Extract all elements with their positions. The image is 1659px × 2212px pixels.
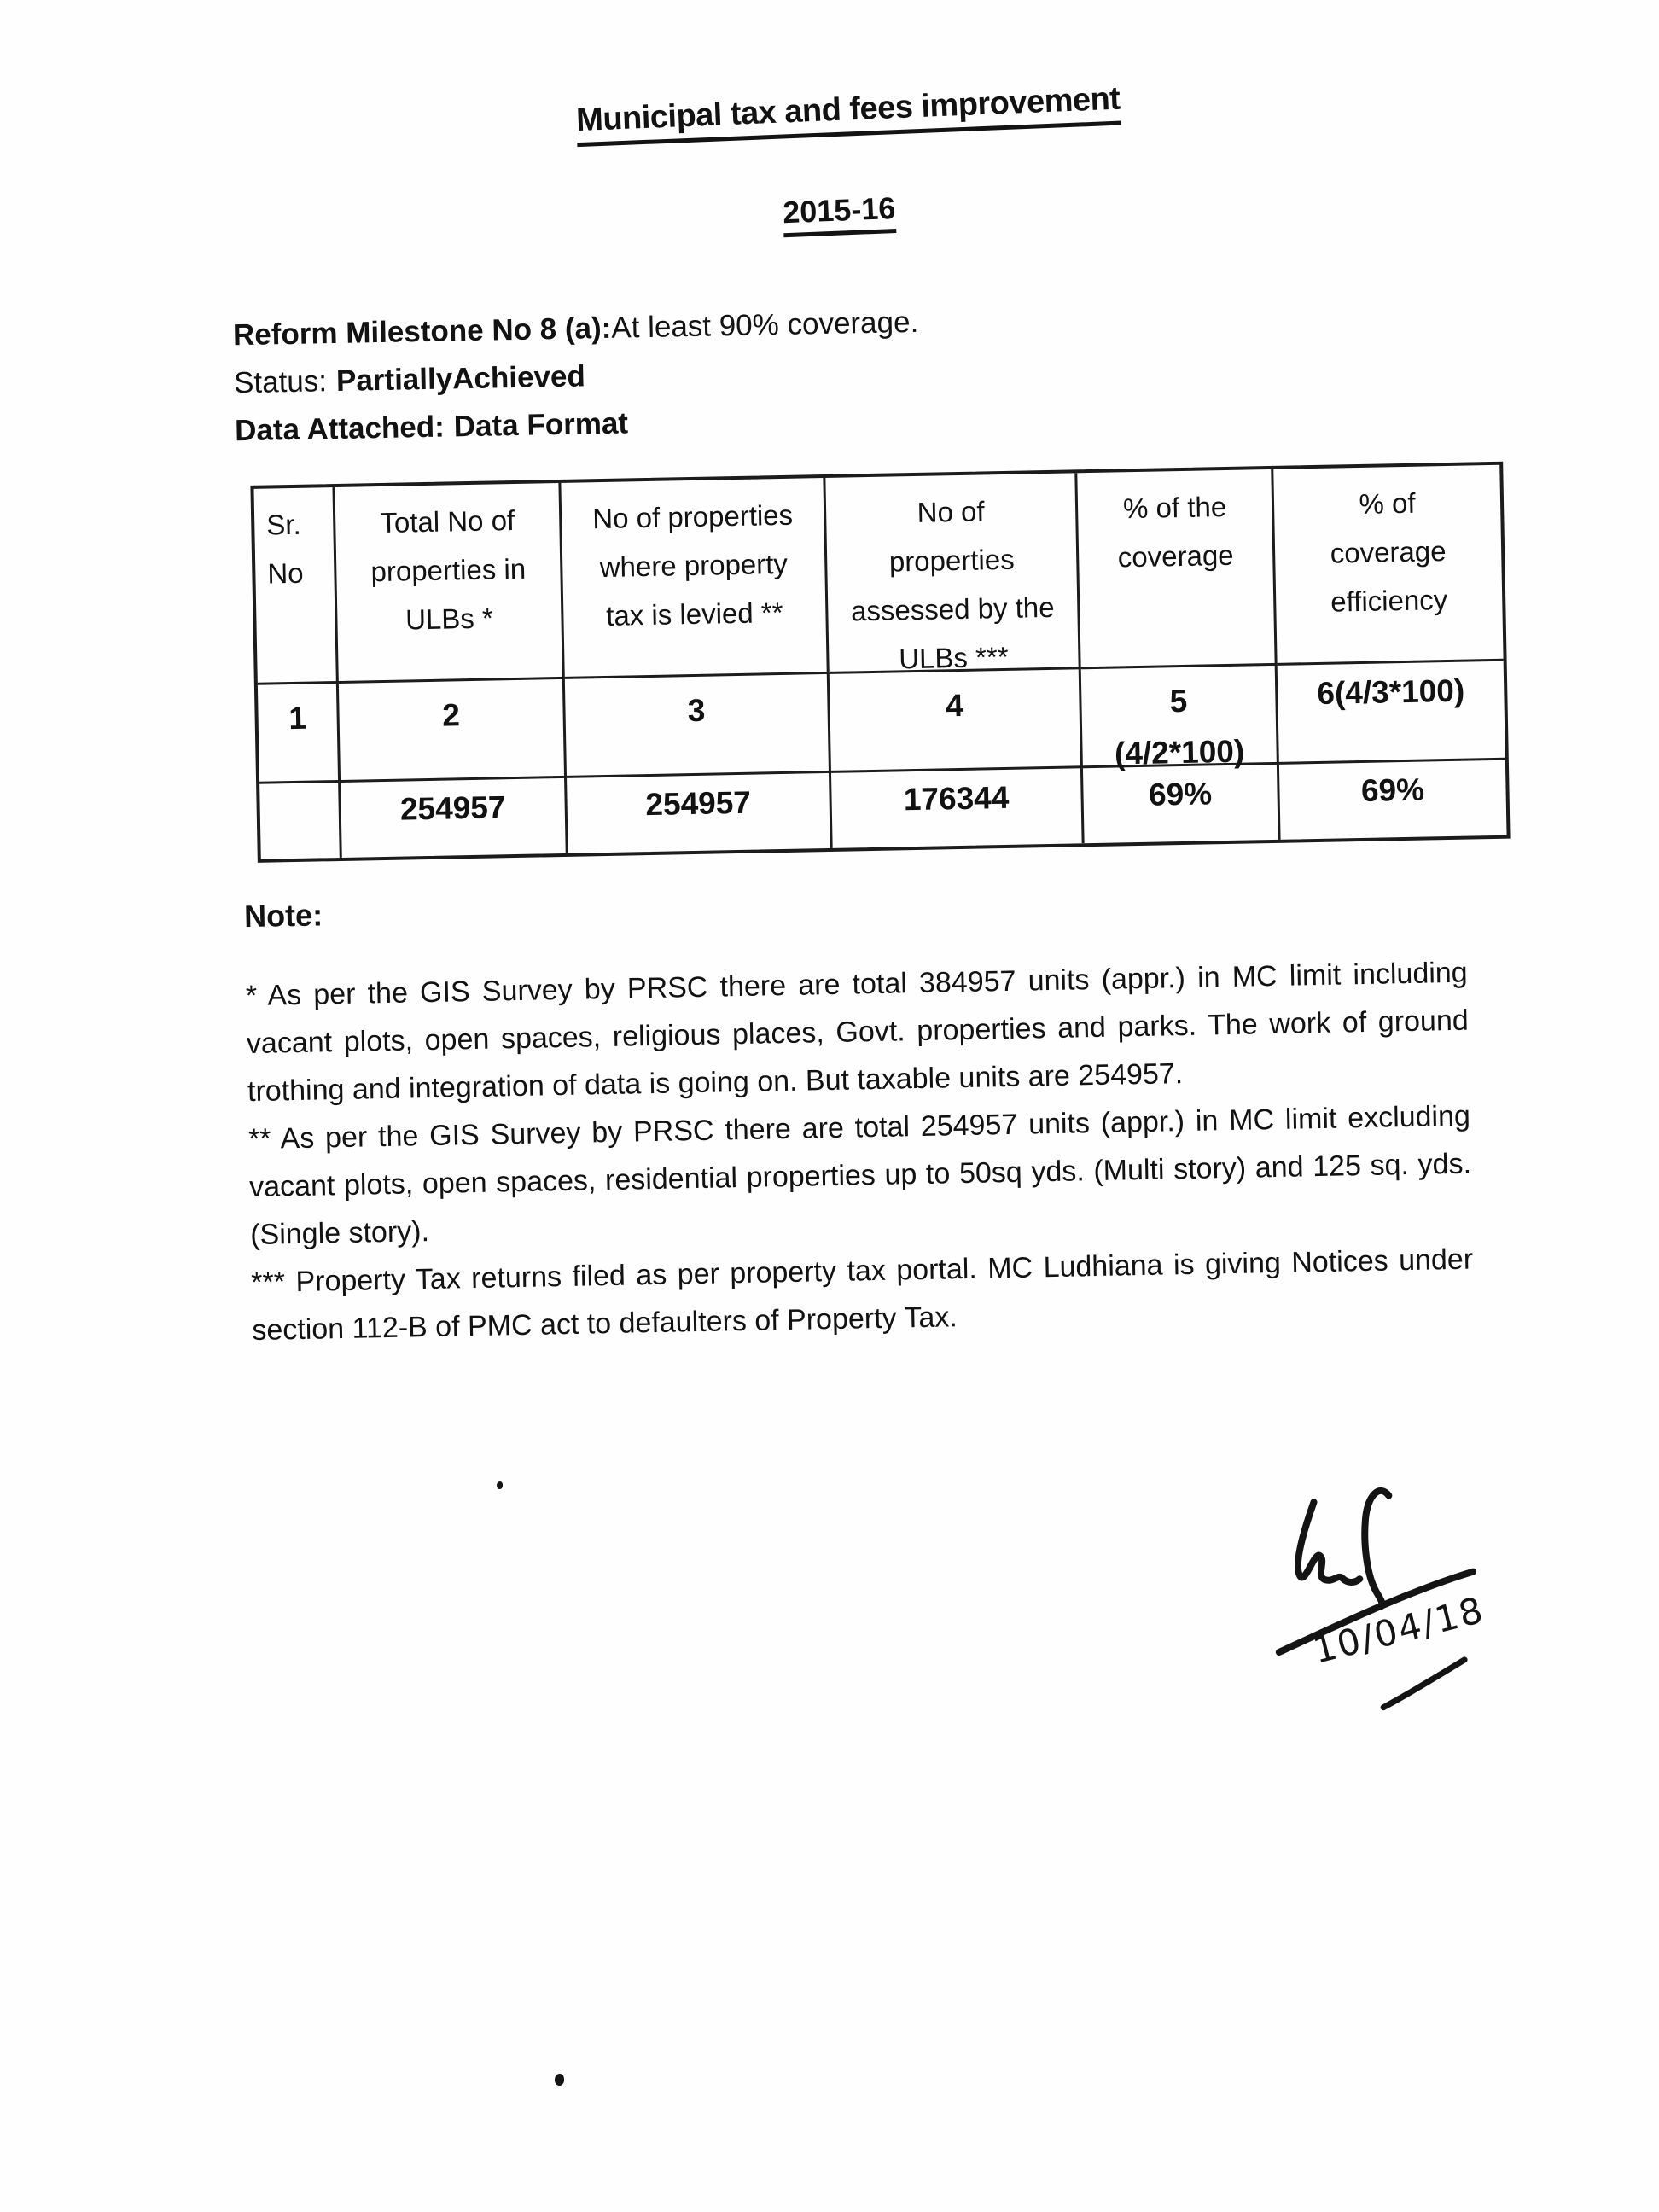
- data-attached-value: Data Format: [453, 406, 629, 444]
- numbering-cell-3: 3: [565, 674, 831, 778]
- notes-block: [245, 949, 1474, 1354]
- signature-hook: [1364, 1491, 1391, 1607]
- value-cell-props-assessed: 176344: [831, 768, 1085, 848]
- numbering-cell-2: 2: [339, 679, 567, 783]
- value-cell-props-levied: 254957: [567, 773, 833, 853]
- numbering-cell-5: 5 (4/2*100): [1081, 666, 1279, 768]
- coverage-table: [250, 462, 1510, 863]
- header-cell-props-levied: No of properties where property tax is levied **: [561, 478, 829, 679]
- header-cell-props-assessed: No of properties assessed by the ULBs ***: [825, 473, 1080, 674]
- milestone-text: At least 90% coverage.: [610, 305, 919, 345]
- status-label: Status:: [233, 364, 328, 400]
- signature: [1203, 1448, 1636, 1755]
- note-paragraph-2: ** As per the GIS Survey by PRSC there are total 254957 units (appr.) in MC limit excluding vacant plots, open spaces, residential properties up to 50sq yds. (Multi story) and 125 sq. yds. (Single story).: [247, 1099, 1472, 1252]
- milestone-label: Reform Milestone No 8 (a):: [232, 311, 612, 352]
- numbering-cell-6: 6(4/3*100): [1278, 661, 1505, 765]
- notes-heading: Note:: [243, 897, 323, 934]
- note-paragraph-3: *** Property Tax returns filed as per property tax portal. MC Ludhiana is giving Notices under section 112-B of PMC act to defaulters of Property Tax.: [250, 1243, 1474, 1348]
- header-cell-total-props: Total No of properties in ULBs *: [335, 483, 564, 684]
- header-cell-pct-efficiency: % of coverage efficiency: [1273, 465, 1503, 666]
- signature-date: 10/04/18: [1308, 1588, 1489, 1672]
- numbering-cell-4: 4: [830, 669, 1083, 773]
- ink-dot: [497, 1481, 503, 1489]
- signature-date-underline: [1382, 1660, 1465, 1708]
- status-value: PartiallyAchieved: [335, 359, 586, 398]
- page-period: 2015-16: [782, 190, 896, 237]
- value-cell-total-props: 254957: [341, 778, 568, 858]
- note-paragraph-1: * As per the GIS Survey by PRSC there are total 384957 units (appr.) in MC limit including vacant plots, open spaces, religious places, Govt. properties and parks. The work of ground trothing and integration of data is going on. But taxable units are 254957.: [245, 956, 1470, 1109]
- milestone-block: [232, 299, 920, 455]
- signature-squiggle: [1297, 1501, 1360, 1583]
- ink-dot: [555, 2074, 564, 2086]
- data-attached-label: Data Attached:: [234, 410, 445, 448]
- numbering-cell-1: 1: [258, 684, 341, 784]
- header-cell-pct-coverage: % of the coverage: [1077, 469, 1277, 669]
- value-cell-sr-no: [259, 783, 342, 859]
- value-cell-pct-efficiency: 69%: [1360, 771, 1425, 808]
- value-cell-pct-coverage: 69%: [1083, 765, 1281, 843]
- page-title: Municipal tax and fees improvement: [575, 81, 1121, 148]
- header-cell-sr-no: Sr. No: [253, 487, 338, 685]
